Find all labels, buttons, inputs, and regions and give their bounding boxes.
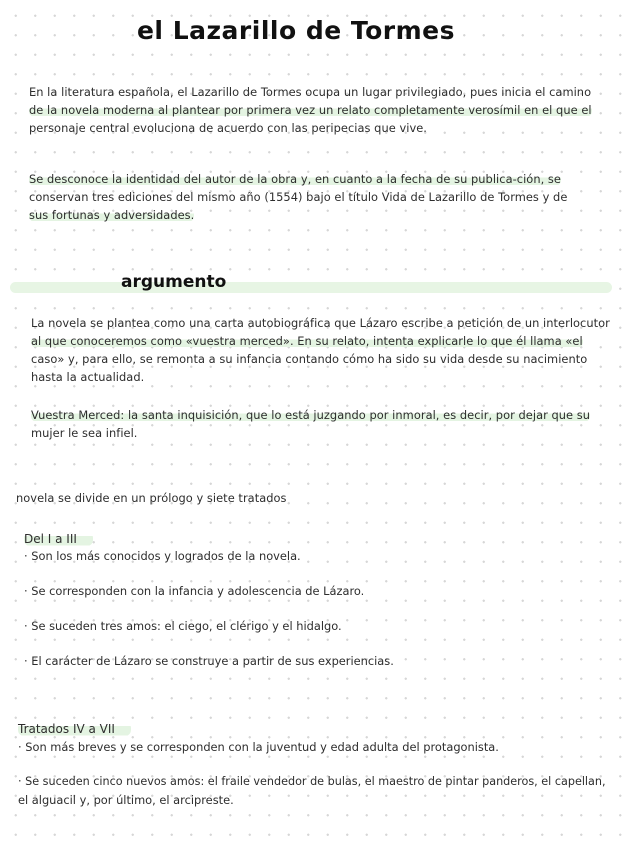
bullet-item-continuation: el alguacil y, por último, el arcipreste. <box>18 793 234 807</box>
page-title: el Lazarillo de Tormes <box>136 16 456 45</box>
bullet-item: · El carácter de Lázaro se construye a partir de sus experiencias. <box>24 654 394 668</box>
bullet-item: · Se suceden cinco nuevos amos: el fraile vendedor de bulas, el maestro de pintar panderos, el capellan, <box>18 775 606 788</box>
text-line: hasta la actualidad. <box>31 370 145 384</box>
highlighted-text: al que conoceremos como «vuestra merced». En su relato, intenta explicarle lo que él llama «el <box>31 334 583 348</box>
text-line: personaje central evoluciona de acuerdo con las peripecias que vive. <box>29 121 427 135</box>
intro-paragraph-2 <box>29 170 567 224</box>
text-line <box>31 332 610 350</box>
intro-paragraph-1 <box>29 83 592 137</box>
argumento-paragraph-1 <box>31 314 610 386</box>
text-line: conservan tres ediciones del mismo año (1554) bajo el título Vida de Lazarillo de Tormes y de <box>29 190 568 204</box>
highlighted-text: de la novela moderna al plantear por primera vez un relato completamente verosímil en el que el <box>29 103 592 117</box>
text-line: caso» y, para ello, se remonta a su infancia contando cómo ha sido su vida desde su nacimiento <box>31 352 588 366</box>
highlighted-text: Se desconoce la identidad del autor de la obra y, en cuanto a la fecha de su publica-ción, se <box>29 172 561 186</box>
highlighted-text: Vuestra Merced: la santa inquisición, que lo está juzgando por inmoral, es decir, por dejar que su <box>31 408 591 422</box>
highlighted-text: sus fortunas y adversidades. <box>29 208 195 222</box>
structure-intro: novela se divide en un prólogo y siete tratados <box>16 491 287 505</box>
argumento-paragraph-2 <box>31 406 590 442</box>
bullet-item: · Se corresponden con la infancia y adolescencia de Lázaro. <box>24 584 365 598</box>
subheading-tratados-2 <box>18 720 131 738</box>
highlighted-text: Del I a III <box>24 532 93 546</box>
heading-highlight-bar <box>10 282 612 293</box>
bullet-item: · Son más breves y se corresponden con la juventud y edad adulta del protagonista. <box>18 740 499 754</box>
text-line <box>29 170 567 188</box>
text-line: mujer le sea infiel. <box>31 426 138 440</box>
text-line: En la literatura española, el Lazarillo de Tormes ocupa un lugar privilegiado, pues inicia el camino <box>29 85 592 99</box>
text-line <box>29 206 567 224</box>
highlighted-text: Tratados IV a VII <box>18 722 131 736</box>
bullet-item: · Son los más conocidos y logrados de la novela. <box>24 549 301 563</box>
text-line <box>29 101 592 119</box>
section-heading-argumento: argumento <box>121 272 227 292</box>
text-line: La novela se plantea como una carta autobiográfica que Lázaro escribe a petición de un interlocutor <box>31 316 610 330</box>
subheading-tratados-1 <box>24 530 93 548</box>
bullet-item: · Se suceden tres amos: el ciego, el clérigo y el hidalgo. <box>24 619 342 633</box>
text-line <box>31 406 590 424</box>
